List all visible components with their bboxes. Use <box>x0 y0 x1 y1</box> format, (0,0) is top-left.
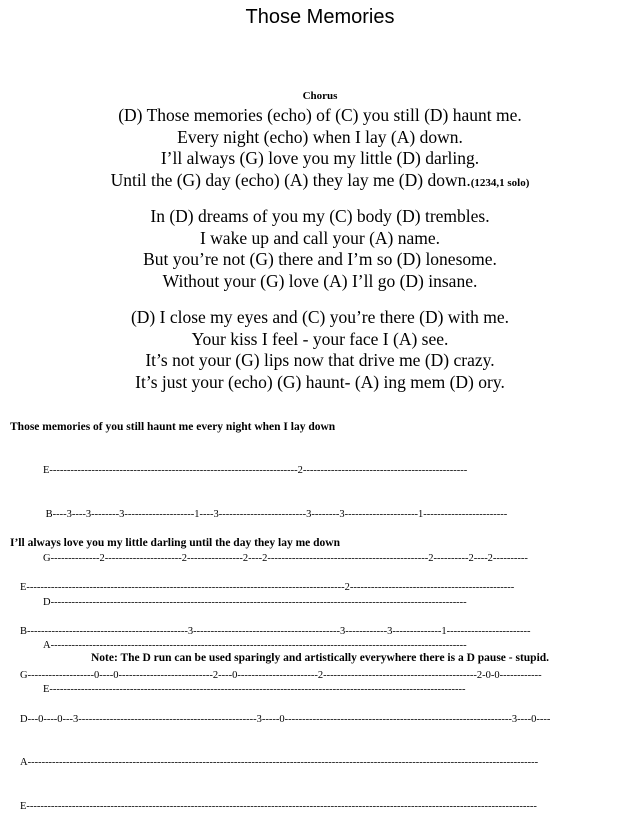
lyric-line: I’ll always (G) love you my little (D) darling. <box>160 148 480 169</box>
lyric-line: Your kiss I feel - your face I (A) see. <box>191 328 449 349</box>
tab-2-staff <box>20 552 632 829</box>
stanza-verse-1 <box>0 206 640 292</box>
tab-string-line: B----------------------------------------------3------------------------------------------3------------3--------------1------------------------ <box>20 625 531 637</box>
lyric-line: Every night (echo) when I lay (A) down. <box>177 126 463 147</box>
lyric-line: I wake up and call your (A) name. <box>199 227 441 248</box>
lyric-line: (D) Those memories (echo) of (C) you still (D) haunt me. <box>118 105 522 125</box>
solo-annotation: (1234,1 solo) <box>470 176 530 189</box>
lyric-line: In (D) dreams of you my (C) body (D) trembles. <box>150 206 490 226</box>
tab-string-line: A----------------------------------------------------------------------------------------------------------------------- <box>43 640 467 652</box>
footer-note: Note: The D run can be used sparingly and artistically everywhere there is a D pause - stupid. <box>90 652 550 664</box>
tab-string-line: A-------------------------------------------------------------------------------------------------------------------------------------------------- <box>20 757 539 769</box>
tab-string-line: G--------------2----------------------2----------------2----2----------------------------------------------2----------2----2---------- <box>43 552 528 564</box>
tab-string-line: B----3----3--------3--------------------1----3-------------------------3--------3---------------------1------------------------ <box>43 508 508 520</box>
lyric-line-with-solo <box>0 170 640 195</box>
tab-string-line: E-------------------------------------------------------------------------------------------------------------------------------------------------- <box>20 801 537 813</box>
lyric-line: It’s not your (G) lips now that drive me (D) crazy. <box>145 350 495 371</box>
lyric-line: But you’re not (G) there and I’m so (D) lonesome. <box>143 249 497 270</box>
tab-string-line: D----------------------------------------------------------------------------------------------------------------------- <box>43 596 467 608</box>
chorus-heading: Chorus <box>302 90 338 102</box>
lyric-line: (D) I close my eyes and (C) you’re there (D) with me. <box>130 307 510 327</box>
lyric-line: It’s just your (echo) (G) haunt- (A) ing mem (D) ory. <box>135 371 505 392</box>
song-title: Those Memories <box>245 6 395 28</box>
stanza-verse-2 <box>0 307 640 393</box>
tab-2-title: I’ll always love you my little darling until the day they lay me down <box>10 537 340 549</box>
tab-string-line: E----------------------------------------------------------------------------------------------------------------------- <box>43 684 466 696</box>
lyric-text: Until the (G) day (echo) (A) they lay me (D) down. <box>110 169 471 190</box>
tab-1-title: Those memories of you still haunt me every night when I lay down <box>10 421 336 433</box>
tab-string-line: D---0----0---3---------------------------------------------------3-----0-----------------------------------------------------------------3----0---- <box>20 713 551 725</box>
tab-string-line: E-------------------------------------------------------------------------------------------2----------------------------------------------- <box>20 582 515 594</box>
tab-string-line: G-------------------0----0---------------------------2----0-----------------------2--------------------------------------------2-0-0------------ <box>20 669 542 681</box>
lyric-line: Without your (G) love (A) I’ll go (D) insane. <box>162 270 478 291</box>
stanza-chorus <box>0 105 640 194</box>
tab-string-line: E-----------------------------------------------------------------------2----------------------------------------------- <box>43 465 468 477</box>
